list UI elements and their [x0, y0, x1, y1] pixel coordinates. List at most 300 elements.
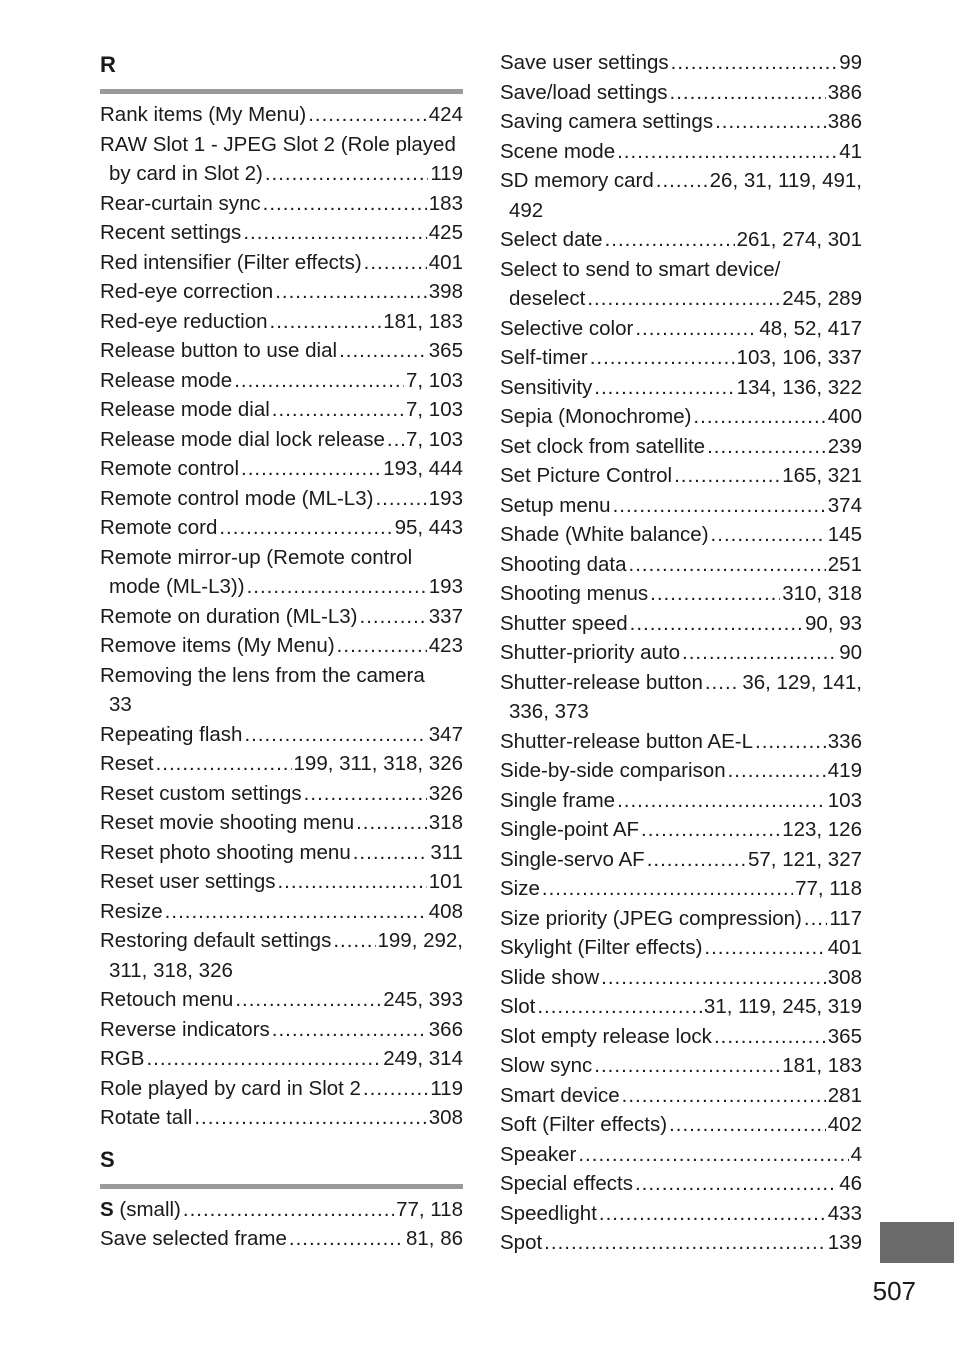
index-pages: 310, 318	[782, 582, 862, 605]
index-term: Remote control mode (ML-L3)	[100, 486, 374, 510]
index-entry-line	[500, 992, 862, 1022]
leader-dots	[755, 727, 826, 757]
index-term: Red intensifier (Filter effects)	[100, 250, 362, 274]
index-pages: 386	[827, 80, 862, 104]
index-pages: 433	[827, 1201, 862, 1225]
leader-dots	[234, 366, 404, 396]
index-entry-line	[500, 48, 862, 78]
index-pages: 134, 136, 322	[736, 375, 862, 399]
index-entry-line	[100, 1103, 463, 1133]
index-entry-line	[100, 218, 463, 248]
index-entry	[100, 926, 463, 985]
index-pages: 337	[428, 604, 463, 628]
index-term: RGB	[100, 1047, 145, 1070]
index-entry-line	[100, 277, 463, 307]
index-entry-line	[100, 336, 463, 366]
index-entry	[500, 491, 862, 521]
leader-dots	[165, 897, 427, 927]
index-term: mode (ML-L3))	[109, 575, 245, 598]
index-entry	[500, 1169, 862, 1199]
index-entry-line	[100, 956, 463, 986]
index-entry-line	[100, 631, 463, 661]
index-entry-line	[100, 808, 463, 838]
leader-dots	[594, 1051, 780, 1081]
index-entry	[500, 166, 862, 225]
index-entry	[100, 661, 463, 720]
index-entry-line	[500, 491, 862, 521]
index-term: Slot empty release lock	[500, 1024, 712, 1048]
index-pages: 326	[428, 781, 463, 805]
index-term: Rotate tall	[100, 1106, 193, 1129]
index-entry	[100, 602, 463, 632]
index-entry	[500, 668, 862, 727]
index-entry-line	[500, 196, 862, 226]
leader-dots	[617, 786, 826, 816]
index-pages: 119	[430, 1076, 463, 1100]
leader-dots	[333, 926, 375, 956]
page-number: 507	[872, 1276, 916, 1306]
leader-dots	[671, 48, 838, 78]
index-term: Remote on duration (ML-L3)	[100, 604, 358, 628]
index-entry	[100, 454, 463, 484]
index-entry-line	[500, 166, 862, 196]
index-term: Slot	[500, 995, 536, 1018]
index-entry	[100, 1103, 463, 1133]
index-entry	[500, 1199, 862, 1229]
index-term: Shutter-release button	[500, 670, 703, 694]
index-term: Reset photo shooting menu	[100, 840, 351, 864]
index-pages: 193	[428, 575, 463, 598]
index-entry-line	[500, 343, 862, 373]
index-pages: 181, 183	[782, 1054, 862, 1077]
index-entry	[100, 100, 463, 130]
leader-dots	[537, 992, 702, 1022]
index-term: Single frame	[500, 788, 616, 812]
index-term: Remote control	[100, 457, 240, 480]
index-entry-line	[100, 838, 463, 868]
index-term: Size	[500, 877, 540, 900]
index-entry-line	[100, 1044, 463, 1074]
index-entry	[500, 815, 862, 845]
index-entry	[500, 137, 862, 167]
index-entry-line	[500, 402, 862, 432]
index-entry-line	[100, 454, 463, 484]
index-pages: 347	[428, 722, 463, 746]
index-pages: 261, 274, 301	[736, 228, 862, 251]
leader-dots	[544, 1228, 826, 1258]
index-pages-continued: 33	[109, 693, 132, 716]
index-entry-line	[500, 461, 862, 491]
leader-dots	[339, 336, 427, 366]
leader-dots	[641, 815, 780, 845]
leader-dots	[247, 572, 427, 602]
index-pages: 119	[430, 162, 463, 185]
index-entry	[500, 1140, 862, 1170]
thumb-index-tab	[880, 1222, 954, 1263]
index-list-s-left	[100, 1195, 463, 1254]
index-term: Reverse indicators	[100, 1017, 270, 1041]
index-entry-line	[500, 284, 862, 314]
leader-dots	[308, 100, 427, 130]
index-entry-line	[500, 638, 862, 668]
index-pages: 374	[827, 493, 862, 517]
index-entry-line	[500, 579, 862, 609]
index-entry	[500, 225, 862, 255]
index-entry-line	[100, 1074, 463, 1104]
leader-dots	[670, 78, 826, 108]
index-entry-line	[500, 668, 862, 698]
index-entry-line	[100, 690, 463, 720]
index-term: Saving camera settings	[500, 110, 714, 133]
index-term: Reset	[100, 752, 154, 775]
index-entry	[100, 307, 463, 337]
leader-dots	[241, 454, 381, 484]
index-entry-line	[100, 897, 463, 927]
index-entry-line	[100, 513, 463, 543]
leader-dots	[235, 985, 381, 1015]
leader-dots	[605, 225, 735, 255]
index-entry	[100, 631, 463, 661]
index-entry	[100, 277, 463, 307]
index-term: Selective color	[500, 316, 634, 340]
index-term: Release button to use dial	[100, 339, 338, 362]
index-entry-line	[100, 985, 463, 1015]
index-term: Shutter-priority auto	[500, 641, 681, 664]
index-term: Rank items (My Menu)	[100, 103, 307, 126]
index-pages: 48, 52, 417	[759, 316, 862, 340]
leader-dots	[656, 166, 708, 196]
index-pages: 249, 314	[383, 1047, 463, 1070]
leader-dots	[272, 1015, 427, 1045]
index-entry-line	[100, 867, 463, 897]
index-entry	[100, 1224, 463, 1254]
index-entry-line	[100, 130, 463, 160]
index-entry-line	[100, 1195, 463, 1225]
index-pages-continued: 492	[509, 198, 544, 222]
leader-dots	[578, 1140, 848, 1170]
index-pages: 308	[827, 965, 862, 989]
index-left-column	[100, 48, 463, 1254]
index-entry-line	[100, 189, 463, 219]
leader-dots	[277, 867, 426, 897]
index-pages-continued: 336, 373	[509, 700, 589, 723]
index-entry-line	[500, 225, 862, 255]
index-entry	[100, 867, 463, 897]
index-entry-line	[100, 543, 463, 573]
section-rule-s	[100, 1184, 463, 1189]
index-term: Set Picture Control	[500, 464, 673, 487]
index-term: Release mode dial lock release	[100, 427, 385, 451]
index-term: Shade (White balance)	[500, 523, 709, 546]
index-term: Sepia (Monochrome)	[500, 405, 692, 428]
index-term: Slow sync	[500, 1054, 593, 1077]
index-entry	[500, 461, 862, 491]
section-rule-r	[100, 89, 463, 94]
index-pages: 311	[430, 840, 463, 864]
index-pages: 7, 103	[406, 368, 463, 392]
leader-dots	[601, 963, 826, 993]
index-term: Retouch menu	[100, 988, 234, 1011]
leader-dots	[674, 461, 780, 491]
index-term: RAW Slot 1 - JPEG Slot 2 (Role played	[100, 132, 456, 156]
index-term: Remote mirror-up (Remote control	[100, 545, 413, 569]
leader-dots	[263, 189, 427, 219]
index-entry	[100, 189, 463, 219]
leader-dots	[599, 1199, 826, 1229]
index-entry	[500, 432, 862, 462]
index-entry-line	[500, 107, 862, 137]
index-term: Reset user settings	[100, 870, 276, 893]
index-entry	[500, 107, 862, 137]
index-entry	[500, 1051, 862, 1081]
index-entry-line	[500, 373, 862, 403]
leader-dots	[265, 159, 428, 189]
index-term: Speaker	[500, 1142, 577, 1166]
index-pages: 123, 126	[782, 818, 862, 841]
index-entry-line	[100, 484, 463, 514]
index-entry-line	[100, 159, 463, 189]
index-pages: 31, 119, 245, 319	[703, 995, 862, 1018]
index-entry-line	[500, 963, 862, 993]
index-term: Shutter-release button AE-L	[500, 729, 753, 753]
index-entry-line	[100, 779, 463, 809]
index-entry-line	[100, 248, 463, 278]
index-pages: 365	[827, 1024, 862, 1048]
index-pages: 81, 86	[406, 1227, 463, 1250]
index-term: Select to send to smart device/	[500, 257, 781, 281]
leader-dots	[635, 314, 757, 344]
index-pages: 400	[827, 405, 862, 428]
index-entry-line	[500, 520, 862, 550]
section-heading-s: S	[100, 1146, 115, 1172]
leader-dots	[647, 845, 746, 875]
index-pages: 424	[428, 103, 463, 126]
index-pages: 41	[839, 139, 862, 163]
index-entry	[500, 1110, 862, 1140]
leader-dots	[275, 277, 427, 307]
leader-dots	[337, 631, 427, 661]
leader-dots	[705, 668, 740, 698]
index-pages: 77, 118	[795, 877, 862, 900]
index-entry-line	[500, 255, 862, 285]
leader-dots	[635, 1169, 837, 1199]
index-entry	[100, 336, 463, 366]
index-entry	[100, 1195, 463, 1225]
index-term: Red-eye correction	[100, 280, 274, 303]
index-pages: 402	[827, 1113, 862, 1136]
leader-dots	[289, 1224, 404, 1254]
index-entry-line	[500, 756, 862, 786]
leader-dots	[270, 307, 382, 337]
index-pages: 199, 311, 318, 326	[293, 752, 463, 775]
index-term: Remote cord	[100, 516, 218, 539]
index-entry	[100, 808, 463, 838]
index-term: Set clock from satellite	[500, 434, 706, 458]
index-entry	[500, 550, 862, 580]
index-term: Restoring default settings	[100, 929, 332, 952]
index-pages: 366	[428, 1017, 463, 1041]
index-term: Save selected frame	[100, 1227, 287, 1250]
index-entry	[500, 1228, 862, 1258]
index-term: Release mode dial	[100, 398, 270, 421]
index-entry-line	[500, 550, 862, 580]
leader-dots	[360, 602, 427, 632]
index-entry	[500, 904, 862, 934]
index-pages: 183	[428, 191, 463, 215]
index-entry	[500, 756, 862, 786]
index-pages: 193, 444	[383, 457, 463, 480]
index-pages: 90, 93	[805, 611, 862, 635]
index-entry	[100, 1044, 463, 1074]
index-entry	[500, 933, 862, 963]
index-entry-line	[100, 720, 463, 750]
index-term: Setup menu	[500, 493, 611, 517]
index-entry	[100, 1074, 463, 1104]
index-pages: 139	[827, 1231, 862, 1254]
index-entry-line	[500, 1228, 862, 1258]
index-pages: 7, 103	[406, 398, 463, 421]
index-pages: 145	[827, 523, 862, 546]
index-term: Size priority (JPEG compression)	[500, 906, 802, 930]
index-entry-line	[500, 432, 862, 462]
leader-dots	[375, 484, 426, 514]
index-entry	[500, 579, 862, 609]
index-entry	[100, 484, 463, 514]
index-term-rest: (small)	[113, 1197, 181, 1221]
index-term: Shutter speed	[500, 611, 628, 635]
index-entry-line	[500, 609, 862, 639]
index-entry-line	[500, 786, 862, 816]
index-pages: 26, 31, 119, 491,	[709, 169, 862, 192]
index-entry	[500, 78, 862, 108]
leader-dots	[714, 1022, 826, 1052]
index-entry-line	[500, 314, 862, 344]
index-entry	[500, 520, 862, 550]
index-term: Reset custom settings	[100, 781, 302, 805]
index-term: Self-timer	[500, 346, 588, 369]
leader-dots	[669, 1110, 826, 1140]
index-entry-line	[100, 926, 463, 956]
index-entry	[500, 609, 862, 639]
index-pages: 318	[428, 811, 463, 834]
index-pages: 398	[428, 280, 463, 303]
leader-dots	[594, 373, 734, 403]
section-heading-r: R	[100, 52, 116, 77]
leader-dots	[617, 137, 837, 167]
index-entry-line	[500, 1051, 862, 1081]
index-entry	[100, 897, 463, 927]
leader-dots	[364, 248, 427, 278]
index-term: Speedlight	[500, 1201, 597, 1225]
index-entry-line	[100, 395, 463, 425]
index-pages: 423	[428, 634, 463, 657]
leader-dots	[590, 343, 735, 373]
index-term: Sensitivity	[500, 375, 593, 399]
index-pages: 117	[829, 906, 862, 930]
leader-dots	[219, 513, 392, 543]
index-pages: 165, 321	[782, 464, 862, 487]
index-term: Recent settings	[100, 221, 242, 244]
index-term: Repeating flash	[100, 722, 243, 746]
index-term: Special effects	[500, 1172, 633, 1195]
index-pages: 181, 183	[383, 309, 463, 333]
index-pages: 239	[827, 434, 862, 458]
index-pages: 193	[428, 486, 463, 510]
index-pages: 401	[827, 936, 862, 959]
index-pages: 199, 292,	[377, 929, 463, 952]
index-entry	[100, 130, 463, 189]
index-entry	[500, 343, 862, 373]
index-entry-line	[100, 1224, 463, 1254]
index-term: Removing the lens from the camera	[100, 663, 425, 687]
index-pages: 336	[827, 729, 862, 753]
index-entry	[100, 779, 463, 809]
leader-dots	[650, 579, 780, 609]
index-entry	[500, 255, 862, 314]
index-entry	[100, 720, 463, 750]
index-term: SD memory card	[500, 169, 654, 192]
index-term: Smart device	[500, 1083, 620, 1107]
index-term: Side-by-side comparison	[500, 759, 726, 782]
index-pages: 99	[839, 51, 862, 74]
index-entry-line	[500, 1022, 862, 1052]
leader-dots	[613, 491, 826, 521]
index-entry	[500, 963, 862, 993]
index-term: Release mode	[100, 368, 233, 392]
leader-dots	[542, 874, 793, 904]
index-entry	[100, 248, 463, 278]
index-entry	[100, 838, 463, 868]
index-term: Shooting menus	[500, 582, 649, 605]
index-pages: 365	[428, 339, 463, 362]
leader-dots	[244, 720, 426, 750]
index-term: Soft (Filter effects)	[500, 1113, 668, 1136]
index-entry	[100, 513, 463, 543]
index-pages: 386	[827, 110, 862, 133]
index-term: Save user settings	[500, 51, 669, 74]
index-entry-line	[500, 1140, 862, 1170]
index-pages-continued: 311, 318, 326	[109, 958, 233, 982]
index-entry	[100, 985, 463, 1015]
index-term: Resize	[100, 899, 163, 923]
index-pages: 401	[428, 250, 463, 274]
index-entry	[500, 373, 862, 403]
leader-dots	[728, 756, 826, 786]
index-list-s-right	[500, 48, 862, 1258]
index-entry	[500, 48, 862, 78]
index-entry	[500, 314, 862, 344]
index-entry-line	[500, 845, 862, 875]
index-term: Spot	[500, 1231, 543, 1254]
leader-dots	[353, 838, 429, 868]
leader-dots	[682, 638, 837, 668]
index-term-bold: S	[100, 1197, 114, 1221]
index-entry	[100, 749, 463, 779]
index-entry-line	[100, 1015, 463, 1045]
index-entry	[500, 845, 862, 875]
index-term: by card in Slot 2)	[109, 162, 263, 185]
index-term: Scene mode	[500, 139, 616, 163]
index-pages: 95, 443	[394, 516, 463, 539]
index-right-column	[500, 48, 862, 1258]
index-pages: 245, 393	[383, 988, 463, 1011]
index-pages: 308	[428, 1106, 463, 1129]
index-entry	[500, 402, 862, 432]
index-term: Rear-curtain sync	[100, 191, 261, 215]
leader-dots	[156, 749, 292, 779]
index-entry-line	[500, 933, 862, 963]
index-term: Select date	[500, 228, 603, 251]
